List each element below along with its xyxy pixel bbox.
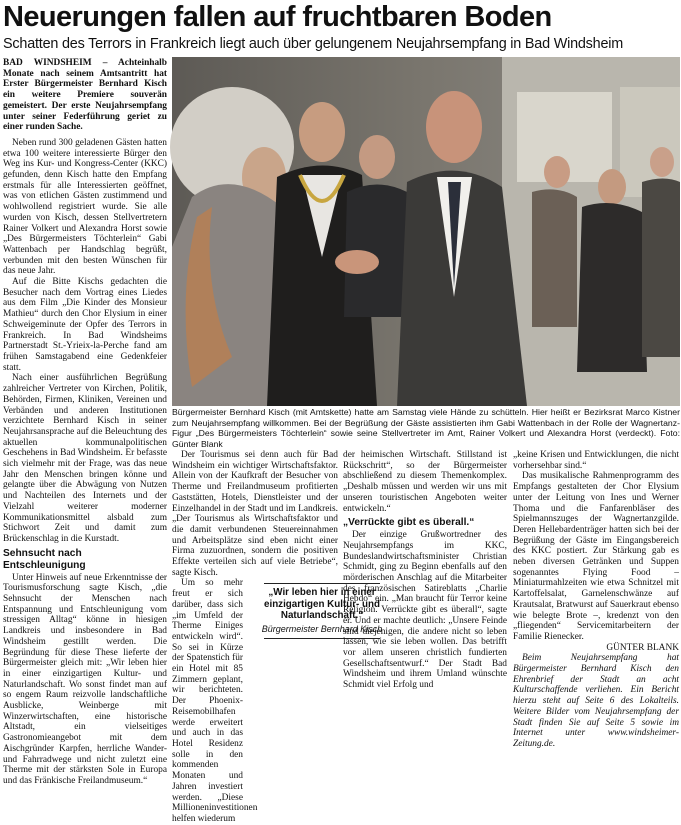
photo-caption: Bürgermeister Bernhard Kisch (mit Amtskette) hatte am Samstag viele Hände zu schütteln. Hier heißt er Bezirksrat Marco Kistner zum Neujahrsempfang willkommen. Bei der Begrüßung der Gäste assistierten ihm Gabi Wattenbach in der Rolle der Wagnertanz-Figur „Des Bürgermeisters Töchterlein“ sowie seine Stellvertreter im Amt, Rainer Volkert und Alexandra Horst (verdeckt). Foto: Günter Blank [172, 407, 680, 449]
article-photo [172, 57, 680, 406]
subheadline: Schatten des Terrors in Frankreich liegt auch über gelungenem Neujahrsempfang in Bad Windsheim [3, 36, 624, 52]
photo-illustration [172, 57, 680, 406]
note-paragraph: Beim Neujahrsempfang hat Bürgermeister Bernhard Kisch den Ehrenbrief der Stadt an acht Kulturschaffende verliehen. Ein Bericht hierzu steht auf Seite 6 des Lokalteils. Weitere Bilder vom Neujahrsempfang der Stadt finden Sie auf Seite 5 sowie im Internet unter www.windsheimer-Zeitung.de. [513, 653, 679, 749]
article-column-4 [513, 450, 679, 749]
body-paragraph: Neben rund 300 geladenen Gästen hatten etwa 100 weitere interessierte Bürger den Weg ins Kur- und Kongress-Center (KKC) gefunden, denn Kisch hatte den Empfang erstmals für alle Interessierten geöffnet, was von etlichen Gästen zustimmend und wohlwollend registriert wurde. Sie alle wurden von Kisch, dessen Stellvertretern Rainer Volkert und Alexandra Horst sowie „Des Bürgermeisters Töchterlein“ Gabi Wattenbach per Handschlag begrüßt, verbunden mit den besten Wünschen für das neue Jahr. [3, 137, 167, 277]
lead-text: Achteinhalb Monate nach seinem Amtsantritt hat Erster Bürgermeister Bernhard Kisch ein weitere Premiere souverän gemeistert. Der erste Neujahrsempfang unter seiner Federführung geriet zu einer runden Sache. [3, 58, 167, 133]
body-paragraph: Das musikalische Rahmenprogramm des Empfangs gestalteten der Chor Elysium unter der Leitung von Ines und Werner Thoma und die Fanfarenbläser des Spielmannszuges der Wagnertanzgilde. Deren Hellebardenträger hatten sich bei der Begrüßung der Gäste im Eingangsbereich des KKC postiert. Zur Stärkung gab es neben diversen Getränken und Suppen sogenanntes Flying Food – Miniaturmahlzeiten wie etwa Schnitzel mit Kartoffelsalat, Garnelenschwänze auf Krautsalat, Bratwurst auf Sauerkraut ebenso wie belegte Brote –, kredenzt von den „fliegenden“ Servicemitarbeitern der Familie Rienecker. [513, 471, 679, 642]
body-paragraph: Auf die Bitte Kischs gedachten die Besucher nach dem Vortrag eines Liedes aus dem Film „Die Kinder des Monsieur Mathieu“ durch den Chor Elysium in einer Schweigeminute der Opfer des Terrors in Frankreich. In Bad Windsheims Partnerstadt St.-Yrieix-la-Perche fand am frühen Samstagabend eine Gedenkfeier statt. [3, 277, 167, 373]
body-paragraph: Um so mehr freut er sich darüber, dass sich „im Umfeld der Therme Einiges entwickeln wird“. So sei in Kürze der Spatenstich für ein Hotel mit 85 Zimmern geplant, wir berichteten. Der Phoenix-Reisemobilhafen werde erweitert und auch in das Hotel Residenz solle in den kommenden Monaten und Jahren investiert werden. „Diese Millioneninvestitionen helfen wiederum [172, 578, 258, 824]
author-byline: GÜNTER BLANK [606, 642, 679, 653]
headline: Neuerungen fallen auf fruchtbaren Boden [3, 1, 552, 33]
section-subhead: „Verrückte gibt es überall.“ [343, 517, 475, 529]
section-subhead: Sehnsucht nach Entschleunigung [3, 547, 86, 571]
pull-quote-text: „Wir leben hier in einer einzigartigen Kultur- und Naturlandschaft.“ [264, 587, 380, 621]
body-paragraph: Der Tourismus sei denn auch für Bad Windsheim ein wichtiger Wirtschaftsfaktor. Allein von der Kaufkraft der Besucher von Therme und Freilandmuseum profitierten Gaststätten, Hotels, Dienstleister und der Einzelhandel in der Stadt und im Landkreis. „Der Tourismus als Wirtschaftsfaktor und die damit verbundenen Steuereinnahmen und Arbeitsplätze sind eben nicht einer Firma zuzuordnen, sondern die positiven Effekte verteilen sich auf viele Betriebe“, sagte Kisch. [172, 450, 338, 578]
lead-paragraph [3, 58, 167, 133]
body-paragraph: Nach einer ausführlichen Begrüßung zahlreicher Vertreter von Kirchen, Politik, Behörden, Firmen, Kliniken, Vereinen und Verbänden und anderen Institutionen verzichtete Bernhard Kisch in seiner Neujahrsansprache auf die Beleuchtung des aktuellen kommunalpolitischen Geschehens in Bad Windsheim. Er befasste sich vielmehr mit der Frage, was das neue Jahr den Menschen bringen könne und gelangte über die Abwägung von Nutzen und Nachteilen des Internets und der Vielzahl weiterer moderner Kommunikationsmittel alsbald zum Stichwort Zeit und damit zum Brückenschlag in die Kurstadt. [3, 373, 167, 544]
body-paragraph: der heimischen Wirtschaft. Stillstand ist Rückschritt“, so der Bürgermeister abschließend zu diesem Themenkomplex. „Deshalb müssen und werden wir uns mit unseren touristischen Angeboten weiter entwickeln.“ [343, 450, 507, 514]
pull-quote-source: Bürgermeister Bernhard Kisch [261, 623, 383, 634]
article-column-1 [3, 58, 167, 786]
body-paragraph: „keine Krisen und Entwicklungen, die nicht vorhersehbar sind.“ [513, 450, 679, 471]
body-paragraph: Unter Hinweis auf neue Erkenntnisse der Tourismusforschung sagte Kisch, „die Sehnsucht der Menschen nach Entspannung und Entschleunigung vom stressigen Alltag“ könne in hiesigen Landkreis und insbesondere in Bad Windsheim gestillt werden. Die Begründung für diese These lieferte der Bürgermeister gleich mit: „Wir leben hier in einer einzigartigen Kultur- und Naturlandschaft. Wo sonst findet man auf so engem Raum reizvolle landschaftliche Ausblicke, Weinberge mit Winzerwirtschaften, eine historische Altstadt, ein vielseitiges Gastronomieangebot mit dem Aischgründer Karpfen, herrliche Wander- und Fahrradwege und nicht zuletzt eine Therme mit der stärksten Sole in Europa und das Fränkische Freilandmuseum.“ [3, 572, 167, 786]
body-paragraph: Der einzige Grußwortredner des Neujahrsempfangs im KKC, Bundeslandwirtschaftsminister Christian Schmidt, ging zu Beginn ebenfalls auf den mörderischen Anschlag auf die Mitarbeiter des französischen Satireblatts „Charlie Hebdo“ ein. „Man braucht für Terror keine Religion. Verrückte gibt es überall“, sagte er. Und er machte deutlich: „Unsere Feinde sind diejenigen, die andere nicht so leben lassen, wie sie leben wollen. Das betrifft vor allem unseren christlich fundierten Gesellschaftsentwurf.“ Der Stadt Bad Windsheim und ihrem Umland wünschte Schmidt viel Erfolg und [343, 530, 507, 691]
dateline: BAD WINDSHEIM – [3, 58, 108, 68]
article-column-3 [343, 450, 507, 715]
